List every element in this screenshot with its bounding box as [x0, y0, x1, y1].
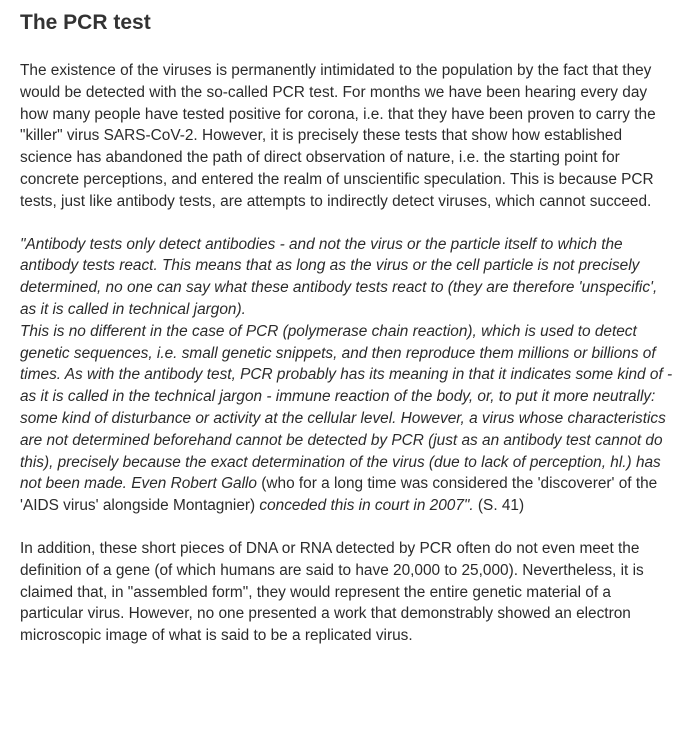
block-quote — [20, 234, 673, 517]
quote-gallo-aside: (who for a long time was considered the 'discoverer' of the 'AIDS virus' alongside Montagnier) — [20, 475, 658, 515]
quote-antibody-text: "Antibody tests only detect antibodies - and not the virus or the particle itself to which the antibody tests react. This means that as long as the virus or the cell particle is not precisely determined, no one can say what these antibody tests react to (they are therefore 'unspecific', as it is called in technical jargon). — [20, 235, 658, 318]
quote-ending: conceded this in court in 2007". — [259, 497, 474, 515]
quote-citation: (S. 41) — [473, 497, 525, 515]
quote-pcr-text: This is no different in the case of PCR (polymerase chain reaction), which is used to detect genetic sequences, i.e. small genetic snippets, and then reproduce them millions or billions of times. As with the antibody test, PCR probably has its meaning in that it indicates some kind of - as it is called in the technical jargon - immune reaction of the body, or, to put it more neutrally: some kind of disturbance or activity at the cellular level. However, a virus whose characteristics are not determined beforehand cannot be detected by PCR (just as an antibody test cannot do this), precisely because the exact determination of the virus (due to lack of perception, hl.) has not been made. Even Robert Gallo — [20, 322, 673, 493]
paragraph-intro: The existence of the viruses is permanently intimidated to the population by the fact that they would be detected with the so-called PCR test. For months we have been hearing every day how many people have tested positive for corona, i.e. that they have been proven to carry the "killer" virus SARS-CoV-2. However, it is precisely these tests that show how established science has abandoned the path of direct observation of nature, i.e. the starting point for concrete perceptions, and entered the realm of unscientific speculation. This is because PCR tests, just like antibody tests, are attempts to indirectly detect viruses, which cannot succeed. — [20, 62, 656, 210]
paragraph-dna-rna: In addition, these short pieces of DNA or RNA detected by PCR often do not even meet the definition of a gene (of which humans are said to have 20,000 to 25,000). Nevertheless, it is claimed that, in "assembled form", they would represent the entire genetic material of a particular virus. However, no one presented a work that demonstrably showed an electron microscopic image of what is said to be a replicated virus. — [20, 539, 644, 645]
article-title: The PCR test — [20, 11, 151, 34]
